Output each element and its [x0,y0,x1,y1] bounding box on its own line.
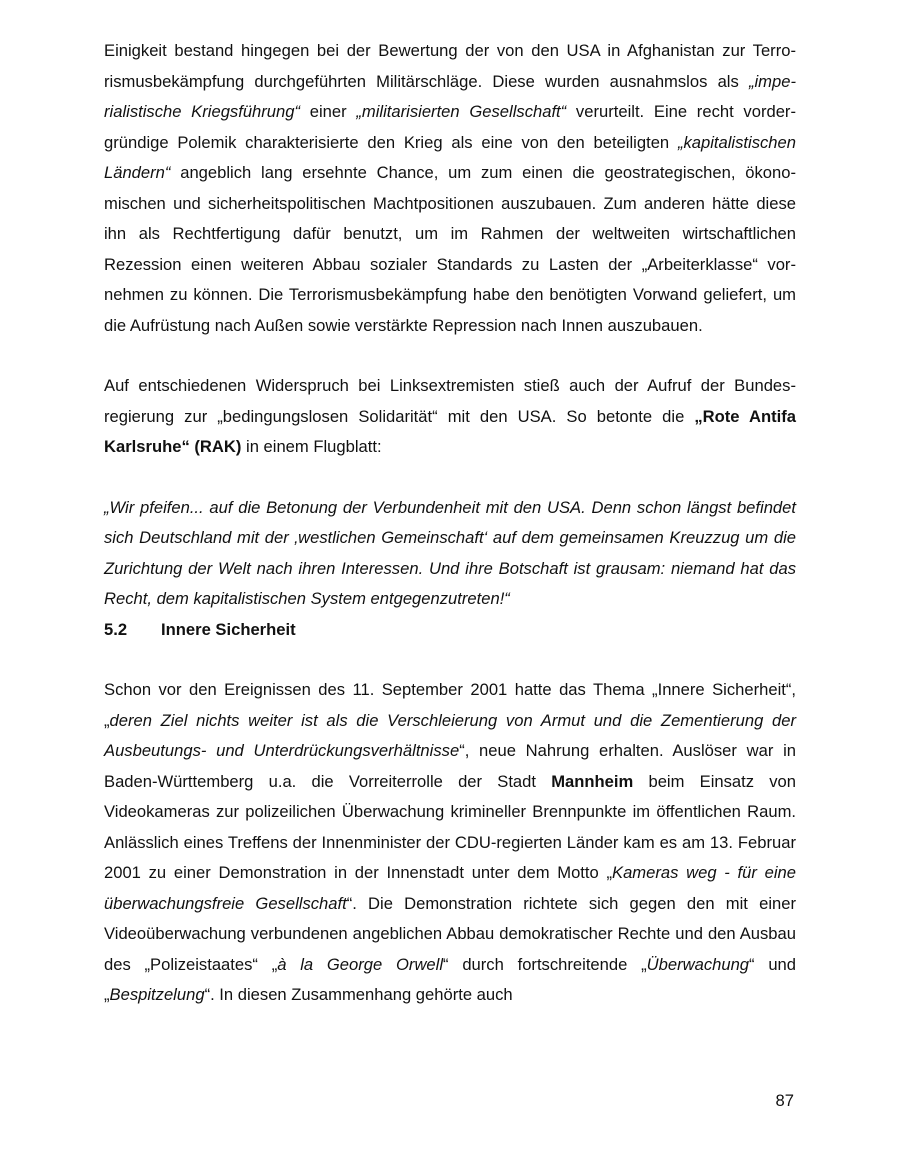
city-mannheim: Mannheim [551,771,634,791]
section-number: 5.2 [104,619,128,639]
paragraph-afghanistan: Einigkeit bestand hingegen bei der Bewertung der von den USA in Afghanistan zur Terrorismusbekämpfung durchgeführten Militärschläge. Diese wurden ausnahmslos als „imperialistische Kriegsführung“ einer „militarisierten Gesellschaft“ verurteilt. Eine recht vordergründige Polemik charakterisierte den Krieg als eine von den beteiligten „kapitalistischen Ländern“ angeblich lang ersehnte Chance, um zum einen die geostrategischen, ökonomischen und sicherheitspolitischen Machtpositionen auszubauen. Zum anderen hätte diese ihn als Rechtfertigung dafür benutzt, um im Rahmen der weltweiten wirtschaftlichen Rezession einen weiteren Abbau sozialer Standards zu Lasten der „Arbeiterklasse“ vornehmen zu können. Die Terrorismusbekämpfung habe den benötigten Vorwand geliefert, um die Aufrüstung nach Außen sowie verstärkte Repression nach Innen auszubauen. [104,41,796,335]
section-title: Innere Sicherheit [161,619,296,639]
quote-kapitalistische-laender: „kapitalistischen Ländern“ [104,132,796,182]
document-page [104,36,796,1011]
paragraph-innere-sicherheit: Schon vor den Ereignissen des 11. September 2001 hatte das Thema „Innere Sicherheit“, „deren Ziel nichts weiter ist als die Verschleierung von Armut und die Zementierung der Ausbeutungs- und Unterdrückungsverhältnisse“, neue Nahrung erhalten. Auslöser war in Baden-Württemberg u.a. die Vorreiterrolle der Stadt Mannheim beim Einsatz von Videokameras zur polizeilichen Überwachung krimineller Brennpunkte im öffentlichen Raum. Anlässlich eines Treffens der Innenminister der CDU-regierten Länder kam es am 13. Februar 2001 zu einer Demonstration in der Innenstadt unter dem Motto „Kameras weg - für eine überwachungsfreie Gesellschaft“. Die Demonstration richtete sich gegen den mit einer Videoüberwachung verbundenen angeblichen Abbau demokratischer Rechte und den Ausbau des „Polizeistaates“ „à la George Orwell“ durch fortschreitende „Überwachung“ und „Bespitzelung“. In diesen Zusammenhang gehörte auch [104,680,797,1004]
section-heading [104,615,796,646]
paragraph-solidaritaet: Auf entschiedenen Widerspruch bei Linksextremisten stieß auch der Aufruf der Bundesregierung zur „bedingungslosen Solidarität“ mit den USA. So betonte die „Rote Antifa Karlsruhe“ (RAK) in einem Flugblatt: [104,376,796,456]
quote-imperialistische-kriegsfuehrung: „imperialistische Kriegsführung“ [104,71,796,121]
organization-rak: „Rote Antifa Karlsruhe“ (RAK) [104,406,796,456]
block-quote-flugblatt: „Wir pfeifen... auf die Betonung der Verbundenheit mit den USA. Denn schon längst befindet sich Deutschland mit der ‚westlichen Gemeinschaft‘ auf dem gemeinsamen Kreuzzug um die Zurichtung der Welt nach ihren Interessen. Und ihre Botschaft ist grausam: niemand hat das Recht, dem kapitalistischen System entgegenzutreten!“ [104,497,796,608]
quote-militarisierte-gesellschaft: „militarisierten Gesellschaft“ [356,102,567,121]
motto-kameras-weg: Kameras weg - für eine überwachungsfreie Gesellschaft [104,863,796,913]
page-number: 87 [775,1091,794,1110]
